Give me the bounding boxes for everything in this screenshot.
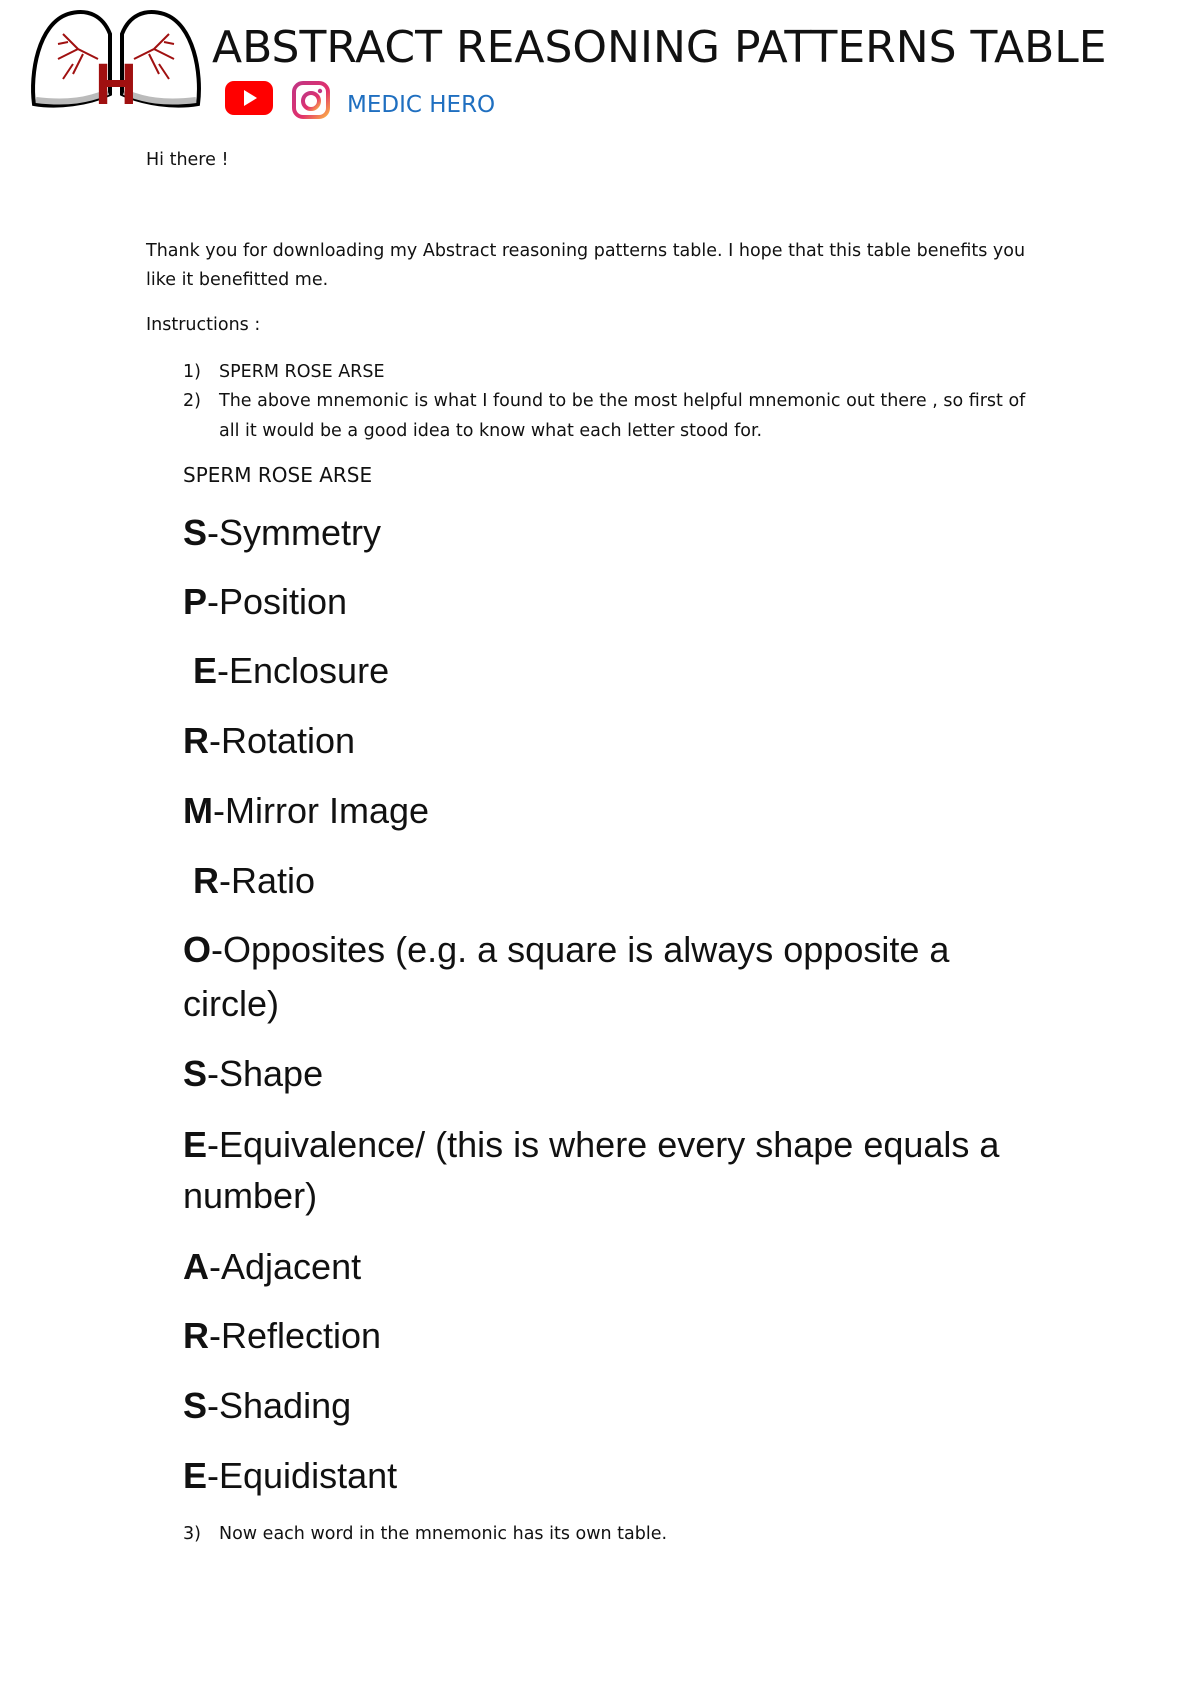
mnemonic-word: -Mirror Image (213, 790, 430, 831)
mnemonic-word: -Reflection (209, 1315, 382, 1356)
mnemonic-letter: A (183, 1246, 209, 1287)
mnemonic-item (183, 929, 950, 970)
mnemonic-letter: E (183, 1124, 208, 1165)
step-text: Now each word in the mnemonic has its own table. (219, 1524, 668, 1544)
mnemonic-letter: R (183, 1315, 209, 1356)
step-text: all it would be a good idea to know what each letter stood for. (219, 421, 763, 441)
mnemonic-item (183, 720, 356, 761)
step-number: 2) (183, 391, 201, 411)
mnemonic-word: -Adjacent (209, 1246, 362, 1287)
mnemonic-letter: R (193, 860, 219, 901)
mnemonic-item (183, 581, 348, 622)
mnemonic-item (183, 1246, 362, 1287)
mnemonic-item (183, 1455, 398, 1496)
mnemonic-heading: SPERM ROSE ARSE (183, 463, 373, 487)
greeting: Hi there ! (146, 150, 229, 170)
mnemonic-word: -Equivalence/ (this is where every shape equals a (207, 1124, 1000, 1165)
step-number: 3) (183, 1524, 201, 1544)
mnemonic-word: -Ratio (219, 860, 316, 901)
mnemonic-word: -Rotation (209, 720, 356, 761)
step-text: The above mnemonic is what I found to be the most helpful mnemonic out there , so first of (219, 391, 1026, 411)
mnemonic-item (183, 1315, 382, 1356)
mnemonic-letter: E (193, 650, 218, 691)
youtube-icon[interactable] (224, 80, 274, 116)
svg-text:H: H (95, 52, 137, 112)
mnemonic-letter: P (183, 581, 208, 622)
mnemonic-letter: S (183, 512, 208, 553)
instagram-icon[interactable] (291, 80, 331, 120)
mnemonic-item (193, 650, 390, 691)
mnemonic-word: -Symmetry (207, 512, 382, 553)
mnemonic-letter: S (183, 1385, 208, 1426)
mnemonic-word: -Equidistant (207, 1455, 398, 1496)
mnemonic-word: -Position (207, 581, 348, 622)
instructions-label: Instructions : (146, 315, 261, 335)
mnemonic-item (183, 1053, 324, 1094)
intro-line-2: like it benefitted me. (146, 270, 329, 290)
mnemonic-word: -Opposites (e.g. a square is always opposite a (211, 929, 950, 970)
brand-link[interactable]: MEDIC HERO (347, 92, 496, 118)
mnemonic-word: -Shading (207, 1385, 352, 1426)
mnemonic-continuation: circle) (183, 983, 279, 1024)
mnemonic-item (183, 790, 430, 831)
step-number: 1) (183, 362, 201, 382)
lungs-logo-icon (28, 4, 204, 112)
page-title: ABSTRACT REASONING PATTERNS TABLE (212, 22, 1107, 73)
intro-line-1: Thank you for downloading my Abstract reasoning patterns table. I hope that this table benefits you (146, 241, 1026, 261)
mnemonic-item (183, 1385, 352, 1426)
mnemonic-letter: O (183, 929, 212, 970)
step-text: SPERM ROSE ARSE (219, 362, 385, 382)
mnemonic-word: -Enclosure (217, 650, 390, 691)
mnemonic-letter: E (183, 1455, 208, 1496)
mnemonic-item (193, 860, 316, 901)
mnemonic-letter: R (183, 720, 209, 761)
mnemonic-continuation: number) (183, 1175, 318, 1216)
mnemonic-item (183, 1124, 1000, 1165)
mnemonic-letter: S (183, 1053, 208, 1094)
mnemonic-letter: M (183, 790, 213, 831)
mnemonic-word: -Shape (207, 1053, 324, 1094)
mnemonic-item (183, 512, 382, 553)
